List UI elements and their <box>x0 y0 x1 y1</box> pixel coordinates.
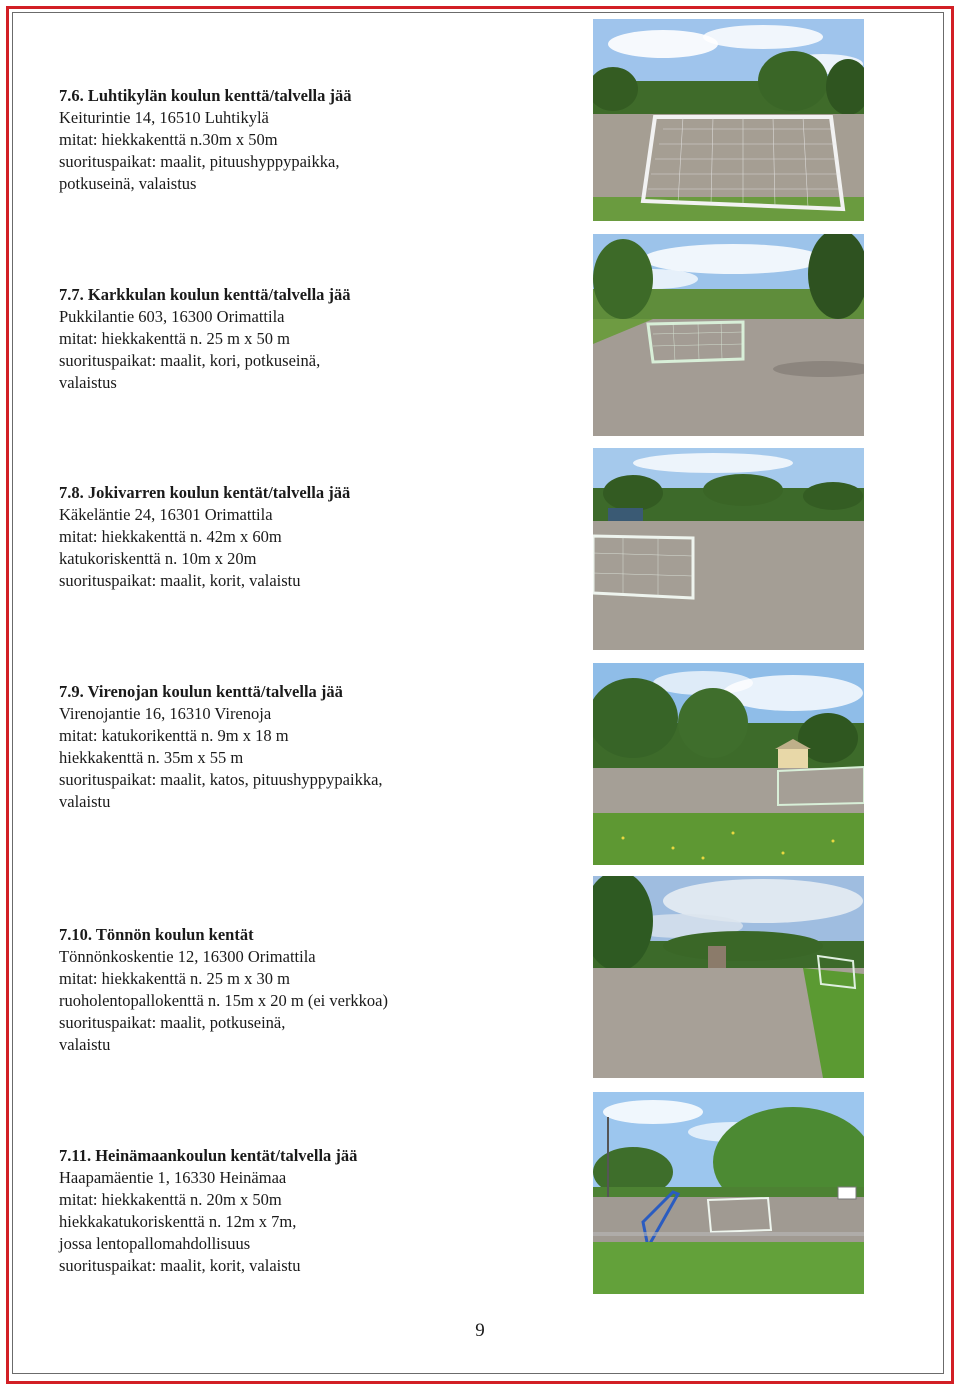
photo-heinamaa-field <box>593 1092 864 1294</box>
section-line: valaistus <box>59 373 117 392</box>
section-line: valaistu <box>59 792 111 811</box>
section-line: Pukkilantie 603, 16300 Orimattila <box>59 307 285 326</box>
section-line: Keiturintie 14, 16510 Luhtikylä <box>59 108 269 127</box>
section-line: potkuseinä, valaistus <box>59 174 197 193</box>
section-line: suorituspaikat: maalit, korit, valaistu <box>59 1256 301 1275</box>
section-line: hiekkakenttä n. 35m x 55 m <box>59 748 244 767</box>
section-line: Tönnönkoskentie 12, 16300 Orimattila <box>59 947 316 966</box>
photo-karkkula-field <box>593 234 864 436</box>
section-line: katukoriskenttä n. 10m x 20m <box>59 549 257 568</box>
page-number: 9 <box>475 1320 485 1341</box>
section-title: 7.9. Virenojan koulun kenttä/talvella jää <box>59 682 343 701</box>
section-title: 7.11. Heinämaankoulun kentät/talvella jää <box>59 1146 358 1165</box>
section-line: mitat: hiekkakenttä n. 25 m x 30 m <box>59 969 290 988</box>
section-line: suorituspaikat: maalit, katos, pituushyppypaikka, <box>59 770 383 789</box>
section-line: Virenojantie 16, 16310 Virenoja <box>59 704 272 723</box>
section-line: mitat: hiekkakenttä n. 42m x 60m <box>59 527 282 546</box>
section-title: 7.8. Jokivarren koulun kentät/talvella jää <box>59 483 351 502</box>
section-line: suorituspaikat: maalit, potkuseinä, <box>59 1013 286 1032</box>
section-line: Haapamäentie 1, 16330 Heinämaa <box>59 1168 287 1187</box>
photo-tonno-field <box>593 876 864 1078</box>
section-line: suorituspaikat: maalit, pituushyppypaikka, <box>59 152 340 171</box>
section-title: 7.6. Luhtikylän koulun kenttä/talvella jää <box>59 86 352 105</box>
section-line: ruoholentopallokenttä n. 15m x 20 m (ei verkkoa) <box>59 991 389 1010</box>
section-title: 7.10. Tönnön koulun kentät <box>59 925 254 944</box>
photo-virenoja-field <box>593 663 864 865</box>
section-7-10 <box>59 924 579 1056</box>
section-7-6 <box>59 85 579 195</box>
section-7-9 <box>59 681 579 813</box>
section-line: suorituspaikat: maalit, kori, potkuseinä, <box>59 351 321 370</box>
photo-jokivarsi-field <box>593 448 864 650</box>
section-line: hiekkakatukoriskenttä n. 12m x 7m, <box>59 1212 297 1231</box>
section-line: valaistu <box>59 1035 111 1054</box>
section-7-11 <box>59 1145 579 1277</box>
photo-luhtikyla-field <box>593 19 864 221</box>
section-line: suorituspaikat: maalit, korit, valaistu <box>59 571 301 590</box>
section-7-8 <box>59 482 579 592</box>
section-line: mitat: hiekkakenttä n. 20m x 50m <box>59 1190 282 1209</box>
section-title: 7.7. Karkkulan koulun kenttä/talvella jää <box>59 285 351 304</box>
section-line: mitat: hiekkakenttä n. 25 m x 50 m <box>59 329 290 348</box>
section-line: Käkeläntie 24, 16301 Orimattila <box>59 505 273 524</box>
section-line: jossa lentopallomahdollisuus <box>59 1234 251 1253</box>
section-line: mitat: katukorikenttä n. 9m x 18 m <box>59 726 289 745</box>
section-7-7 <box>59 284 579 394</box>
section-line: mitat: hiekkakenttä n.30m x 50m <box>59 130 278 149</box>
